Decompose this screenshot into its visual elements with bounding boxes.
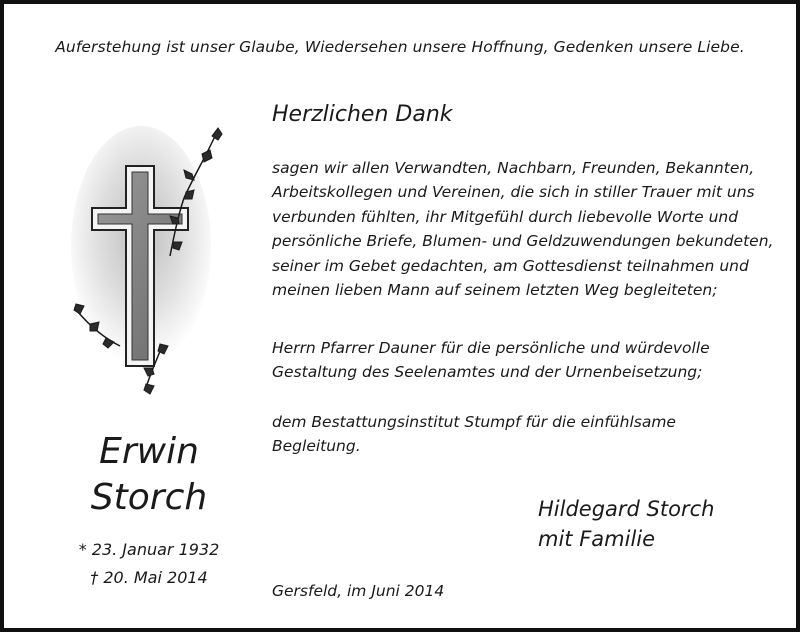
paragraph-line: persönliche Briefe, Blumen- und Geldzuwendungen bekundeten, <box>272 232 774 251</box>
paragraph-line: meinen lieben Mann auf seinem letzten Weg begleiteten; <box>272 281 718 300</box>
thanks-paragraph-1 <box>272 156 792 302</box>
deceased-first-name: Erwin <box>99 431 199 472</box>
paragraph-line: Gestaltung des Seelenamtes und der Urnenbeisetzung; <box>272 363 703 382</box>
paragraph-line: Begleitung. <box>272 437 361 456</box>
paragraph-line: verbunden fühlten, ihr Mitgefühl durch liebevolle Worte und <box>272 207 739 226</box>
motto-line: Auferstehung ist unser Glaube, Wiedersehen unsere Hoffnung, Gedenken unsere Liebe. <box>55 38 745 56</box>
place-date: Gersfeld, im Juni 2014 <box>272 582 445 600</box>
paragraph-line: sagen wir allen Verwandten, Nachbarn, Freunden, Bekannten, <box>272 159 755 177</box>
thanks-paragraph-3 <box>272 410 792 459</box>
signature-block <box>538 494 714 554</box>
birth-date: * 23. Januar 1932 <box>78 540 220 559</box>
signature-family: mit Familie <box>538 527 656 551</box>
heading-thanks: Herzlichen Dank <box>272 102 453 127</box>
death-date: † 20. Mai 2014 <box>90 568 208 587</box>
paragraph-line: dem Bestattungsinstitut Stumpf für die einfühlsame <box>272 413 676 431</box>
deceased-last-name: Storch <box>90 477 208 518</box>
cross-icon <box>66 116 226 396</box>
paragraph-line: seiner im Gebet gedachten, am Gottesdienst teilnahmen und <box>272 256 749 275</box>
thanks-paragraph-2 <box>272 336 792 385</box>
paragraph-line: Herrn Pfarrer Dauner für die persönliche und würdevolle <box>272 339 710 357</box>
paragraph-line: Arbeitskollegen und Vereinen, die sich in stiller Trauer mit uns <box>272 183 755 202</box>
signature-name: Hildegard Storch <box>538 497 715 521</box>
